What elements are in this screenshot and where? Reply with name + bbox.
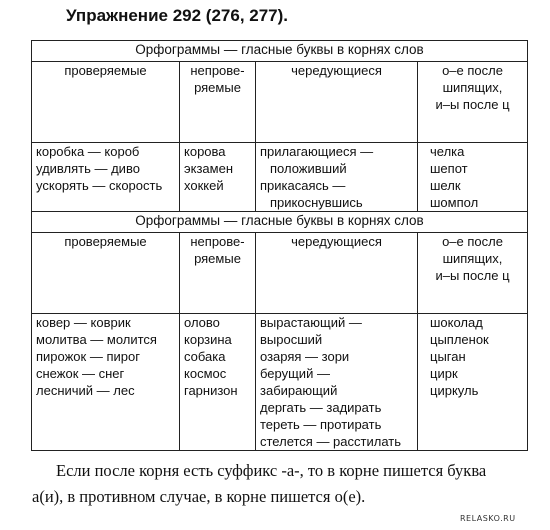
table-cell-line: тереть — протирать <box>260 417 382 432</box>
table-cell-line: прикасаясь — <box>260 178 346 193</box>
table-cell-line: шелк <box>430 178 461 193</box>
col-sibilants-header: о–е после шипящих, и–ы после ц <box>418 233 528 314</box>
col-unchecked-header: непрове- ряемые <box>180 233 256 314</box>
section-2-header-row <box>32 212 528 233</box>
table-cell-line: экзамен <box>184 161 234 176</box>
table-cell-line: челка <box>430 144 465 159</box>
table-cell-line: цыпленок <box>430 332 489 347</box>
table-cell-line: стелется — расстилать <box>260 434 401 449</box>
table-cell-line: цыган <box>430 349 466 364</box>
section-1-alternating-cell <box>256 143 418 212</box>
table-cell-line: пирожок — пирог <box>36 349 140 364</box>
section-2-unchecked-cell <box>180 314 256 451</box>
section-1-title: Орфограммы — гласные буквы в корнях слов <box>32 41 528 62</box>
table-cell-line: корзина <box>184 332 232 347</box>
table-cell-line: циркуль <box>430 383 479 398</box>
section-1-body-row <box>32 143 528 212</box>
table-cell-line: хоккей <box>184 178 224 193</box>
col-alternating-header: чередующиеся <box>256 233 418 314</box>
rule-note-line-1: Если после корня есть суффикс -а-, то в корне пишется буква <box>56 461 487 480</box>
col-sibilants-header: о–е после шипящих, и–ы после ц <box>418 62 528 143</box>
section-1-sibilants-cell <box>418 143 528 212</box>
section-1-checked-cell <box>32 143 180 212</box>
table-cell-line: шомпол <box>430 195 479 210</box>
table-cell-line: озаряя — зори <box>260 349 350 364</box>
table-cell-line: ускорять — скорость <box>36 178 163 193</box>
site-watermark: RELASKO.RU <box>460 514 516 523</box>
table-cell-line: вырастающий — <box>260 315 362 330</box>
table-cell-line: берущий — <box>260 366 330 381</box>
section-1-column-header-row <box>32 62 528 143</box>
table-cell-line: удивлять — диво <box>36 161 140 176</box>
section-2-sibilants-cell <box>418 314 528 451</box>
table-cell-line: положивший <box>270 161 347 176</box>
table-cell-line: шепот <box>430 161 468 176</box>
table-cell-line: собака <box>184 349 226 364</box>
table-cell-line: прикоснувшись <box>270 195 363 210</box>
section-2-body-row <box>32 314 528 451</box>
table-cell-line: олово <box>184 315 220 330</box>
table-cell-line: ковер — коврик <box>36 315 131 330</box>
orthogram-table <box>31 40 528 451</box>
col-checked-header: проверяемые <box>32 62 180 143</box>
rule-note <box>32 458 532 510</box>
section-2-checked-cell <box>32 314 180 451</box>
table-cell-line: коробка — короб <box>36 144 140 159</box>
section-2-column-header-row <box>32 233 528 314</box>
exercise-title: Упражнение 292 (276, 277). <box>66 6 289 25</box>
rule-note-line-2: а(и), в противном случае, в корне пишется о(е). <box>32 487 366 506</box>
table-cell-line: прилагающиеся — <box>260 144 374 159</box>
table-cell-line: корова <box>184 144 226 159</box>
col-checked-header: проверяемые <box>32 233 180 314</box>
table-cell-line: снежок — снег <box>36 366 125 381</box>
table-cell-line: дергать — задирать <box>260 400 382 415</box>
section-2-alternating-cell <box>256 314 418 451</box>
table-cell-line: космос <box>184 366 227 381</box>
section-1-header-row <box>32 41 528 62</box>
col-unchecked-header: непрове- ряемые <box>180 62 256 143</box>
section-1-unchecked-cell <box>180 143 256 212</box>
table-cell-line: молитва — молится <box>36 332 157 347</box>
table-cell-line: выросший <box>260 332 323 347</box>
table-cell-line: лесничий — лес <box>36 383 135 398</box>
table-cell-line: цирк <box>430 366 458 381</box>
table-cell-line: забирающий <box>260 383 338 398</box>
section-2-title: Орфограммы — гласные буквы в корнях слов <box>32 212 528 233</box>
table-cell-line: шоколад <box>430 315 483 330</box>
col-alternating-header: чередующиеся <box>256 62 418 143</box>
table-cell-line: гарнизон <box>184 383 238 398</box>
